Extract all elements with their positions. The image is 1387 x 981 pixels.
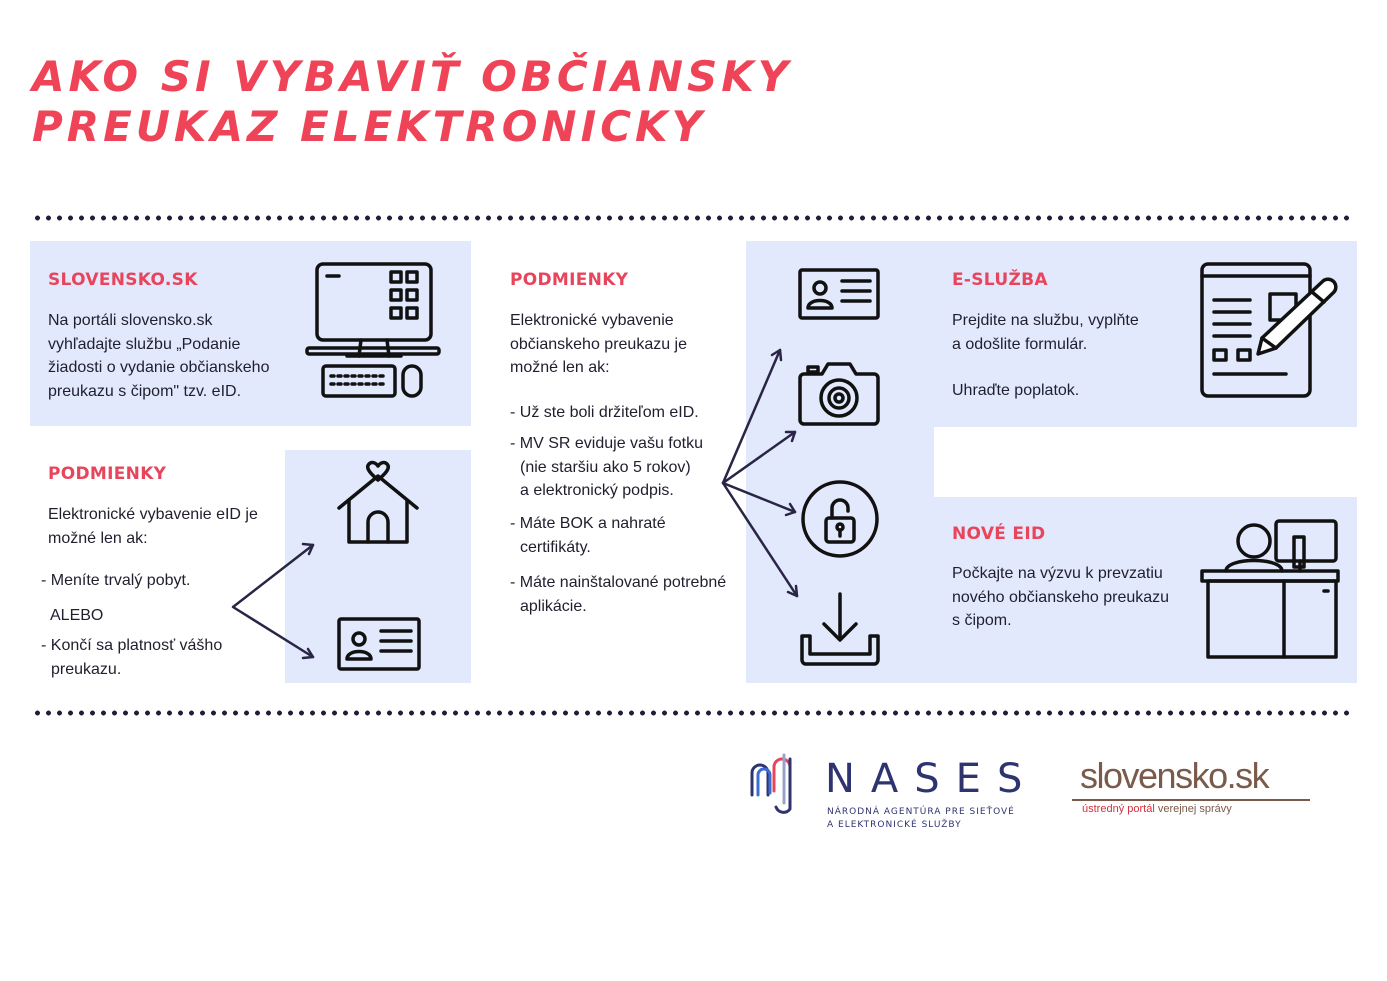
podmienky-left-intro-line: Elektronické vybavenie eID je (48, 506, 258, 523)
id-card-icon (798, 268, 880, 320)
slovensko-logo-tagline (1082, 803, 1232, 815)
podmienky-middle-intro-line: Elektronické vybavenie (510, 312, 674, 329)
podmienky-middle-item-4 (510, 571, 726, 618)
house-heart-icon (335, 460, 421, 546)
left-branch-arrows (225, 535, 325, 665)
slovensko-logo-underline (1072, 799, 1310, 801)
nove-eid-line: Počkajte na výzvu k prevzatiu (952, 565, 1163, 582)
bottom-dotted-divider (32, 710, 1350, 716)
slovensko-description (48, 309, 269, 403)
slovensko-tagline-red: ústredný portál (1082, 803, 1155, 815)
page-title (32, 52, 792, 152)
title-line-2: PREUKAZ ELEKTRONICKY (32, 102, 706, 151)
nove-eid-description (952, 562, 1169, 633)
podmienky-left-item-2-line: preukazu. (51, 660, 122, 678)
podmienky-middle-intro-line: možné len ak: (510, 359, 610, 376)
top-dotted-divider (32, 215, 1350, 221)
slovensko-line: Na portáli slovensko.sk (48, 312, 213, 329)
nases-name: NASES (825, 756, 1039, 802)
podmienky-middle-item-3-line: - Máte BOK a nahraté (510, 515, 666, 532)
nases-logo-icon (748, 749, 806, 819)
nove-eid-heading: NOVÉ EID (952, 524, 1046, 544)
podmienky-left-item-1: - Meníte trvalý pobyt. (41, 572, 191, 589)
alebo-label: ALEBO (50, 607, 104, 624)
podmienky-middle-item-1: - Už ste boli držiteľom eID. (510, 404, 699, 421)
nases-sub-line: NÁRODNÁ AGENTÚRA PRE SIEŤOVÉ (827, 807, 1015, 817)
unlock-icon (798, 480, 882, 558)
office-desk-icon (1200, 519, 1340, 659)
slovensko-tagline-rest: verejnej správy (1157, 803, 1232, 815)
podmienky-middle-item-3-line: certifikáty. (520, 538, 591, 556)
camera-icon (798, 360, 880, 426)
podmienky-middle-item-2-line: a elektronický podpis. (520, 482, 674, 499)
esluzba-line: Prejdite na službu, vyplňte (952, 312, 1139, 329)
podmienky-left-item-2 (41, 634, 222, 681)
podmienky-middle-item-4-line: aplikácie. (520, 597, 587, 615)
id-card-icon (337, 617, 421, 671)
computer-icon (305, 260, 441, 400)
slovensko-logo-text: slovensko.sk (1080, 755, 1269, 796)
podmienky-middle-item-2-line: (nie staršiu ako 5 rokov) (520, 458, 691, 476)
nove-eid-line: s čipom. (952, 612, 1012, 629)
slovensko-heading: SLOVENSKO.SK (48, 270, 198, 290)
podmienky-middle-item-2-line: - MV SR eviduje vašu fotku (510, 435, 703, 452)
slovensko-line: vyhľadajte službu „Podanie (48, 335, 241, 353)
podmienky-middle-item-3 (510, 512, 666, 559)
podmienky-left-intro-line: možné len ak: (48, 529, 148, 547)
podmienky-middle-heading: PODMIENKY (510, 270, 629, 290)
podmienky-left-item-2-line: - Končí sa platnosť vášho (41, 637, 223, 654)
podmienky-middle-item-4-line: - Máte nainštalované potrebné (510, 574, 727, 591)
slovensko-line: preukazu s čipom" tzv. eID. (48, 382, 242, 400)
esluzba-description (952, 309, 1139, 356)
esluzba-heading: E-SLUŽBA (952, 270, 1048, 290)
podmienky-middle-intro-line: občianskeho preukazu je (510, 335, 688, 353)
title-line-1: AKO SI VYBAVIŤ OBČIANSKY (32, 52, 793, 101)
nases-subtitle (827, 806, 1015, 832)
nove-eid-line: nového občianskeho preukazu (952, 588, 1170, 606)
slovensko-line: žiadosti o vydanie občianskeho (48, 359, 270, 376)
esluzba-line: a odošlite formulár. (952, 335, 1088, 353)
podmienky-middle-intro (510, 309, 687, 380)
podmienky-left-heading: PODMIENKY (48, 464, 167, 484)
esluzba-payment: Uhraďte poplatok. (952, 382, 1080, 399)
panel-gap (934, 427, 1357, 497)
form-edit-icon (1200, 262, 1340, 398)
podmienky-middle-item-2 (510, 432, 703, 503)
download-icon (798, 592, 882, 666)
nases-sub-line: A ELEKTRONICKÉ SLUŽBY (827, 820, 962, 830)
